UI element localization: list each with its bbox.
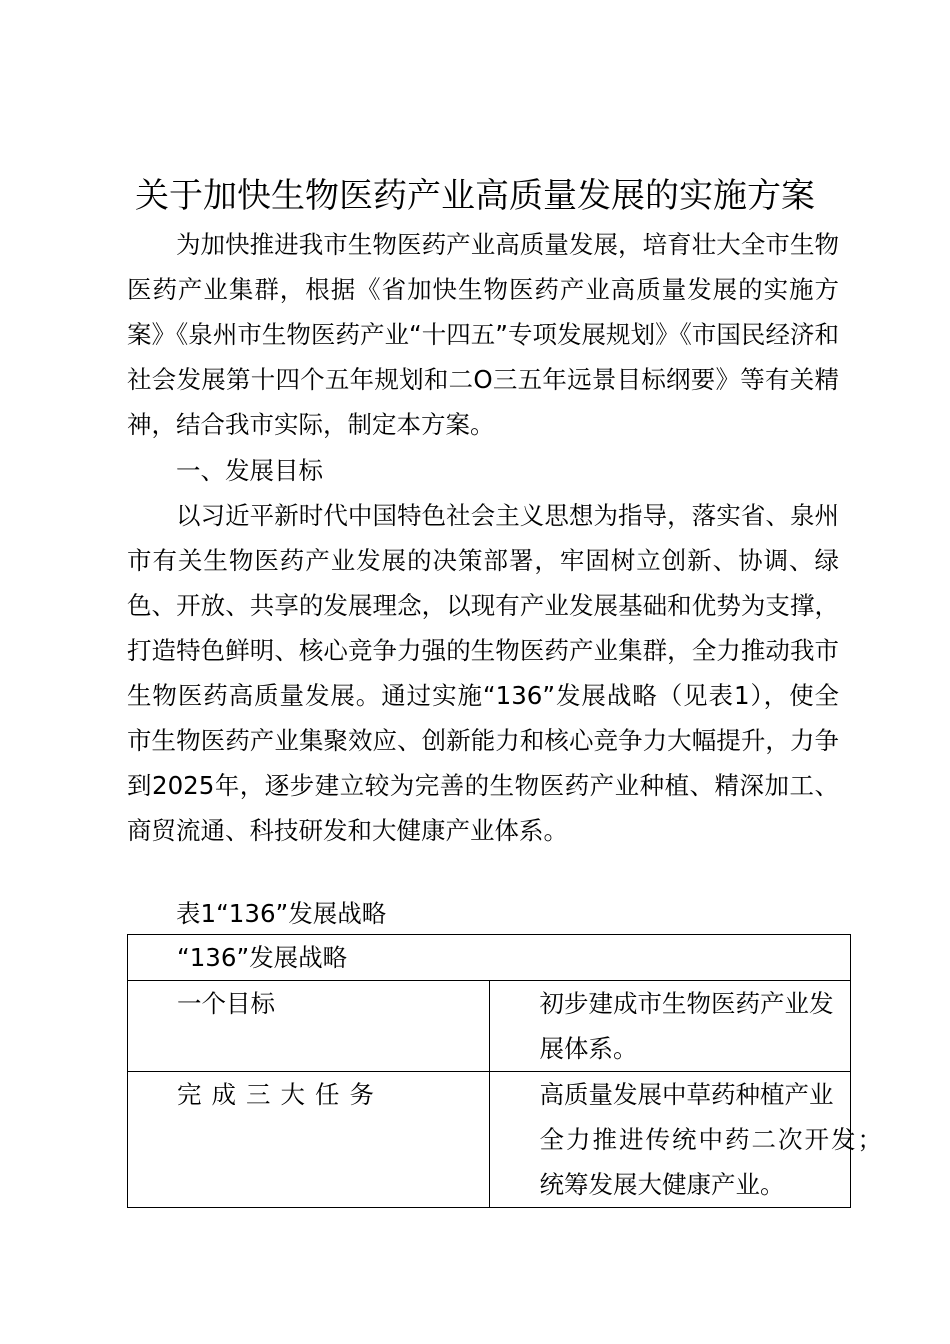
row-label: 一个目标 xyxy=(177,989,275,1018)
intro-paragraph: 为加快推进我市生物医药产业高质量发展，培育壮大全市生物医药产业集群，根据《省加快生物医药产业高质量发展的实施方案》《泉州市生物医药产业“十四五”专项发展规划》《市国民经济和社会发展第十四个五年规划和二O三五年远景目标纲要》等有关精神，结合我市实际，制定本方案。 xyxy=(127,230,839,439)
row-label: 完成三大任务 xyxy=(177,1080,384,1109)
row-label-cell xyxy=(128,1072,490,1208)
section-heading-goals: 一、发展目标 xyxy=(176,456,323,485)
row-content-cell xyxy=(489,981,851,1072)
strategy-table xyxy=(127,934,884,1208)
table-caption: 表1“136”发展战略 xyxy=(176,899,387,928)
table-row xyxy=(128,981,851,1072)
row-items-list xyxy=(490,1072,884,1207)
row-item: 初步建成市生物医药产业发展体系。 xyxy=(539,989,834,1063)
table-row xyxy=(128,1072,851,1208)
row-item: 统筹发展大健康产业。 xyxy=(539,1170,785,1199)
table-header-cell: “136”发展战略 xyxy=(128,935,851,981)
row-label-cell xyxy=(128,981,490,1072)
table-header-row xyxy=(128,935,851,981)
document-title: 关于加快生物医药产业高质量发展的实施方案 xyxy=(135,176,815,216)
row-item: 高质量发展中草药种植产业 xyxy=(539,1080,834,1109)
row-content-cell xyxy=(489,1072,884,1208)
row-item: 全力推进传统中药二次开发； xyxy=(539,1125,884,1154)
goals-paragraph: 以习近平新时代中国特色社会主义思想为指导，落实省、泉州市有关生物医药产业发展的决策部署，牢固树立创新、协调、绿色、开放、共享的发展理念，以现有产业发展基础和优势为支撑，打造特色鲜明、核心竞争力强的生物医药产业集群，全力推动我市生物医药高质量发展。通过实施“136”发展战略（见表1），使全市生物医药产业集聚效应、创新能力和核心竞争力大幅提升，力争到2025年，逐步建立较为完善的生物医药产业种植、精深加工、商贸流通、科技研发和大健康产业体系。 xyxy=(127,501,839,845)
